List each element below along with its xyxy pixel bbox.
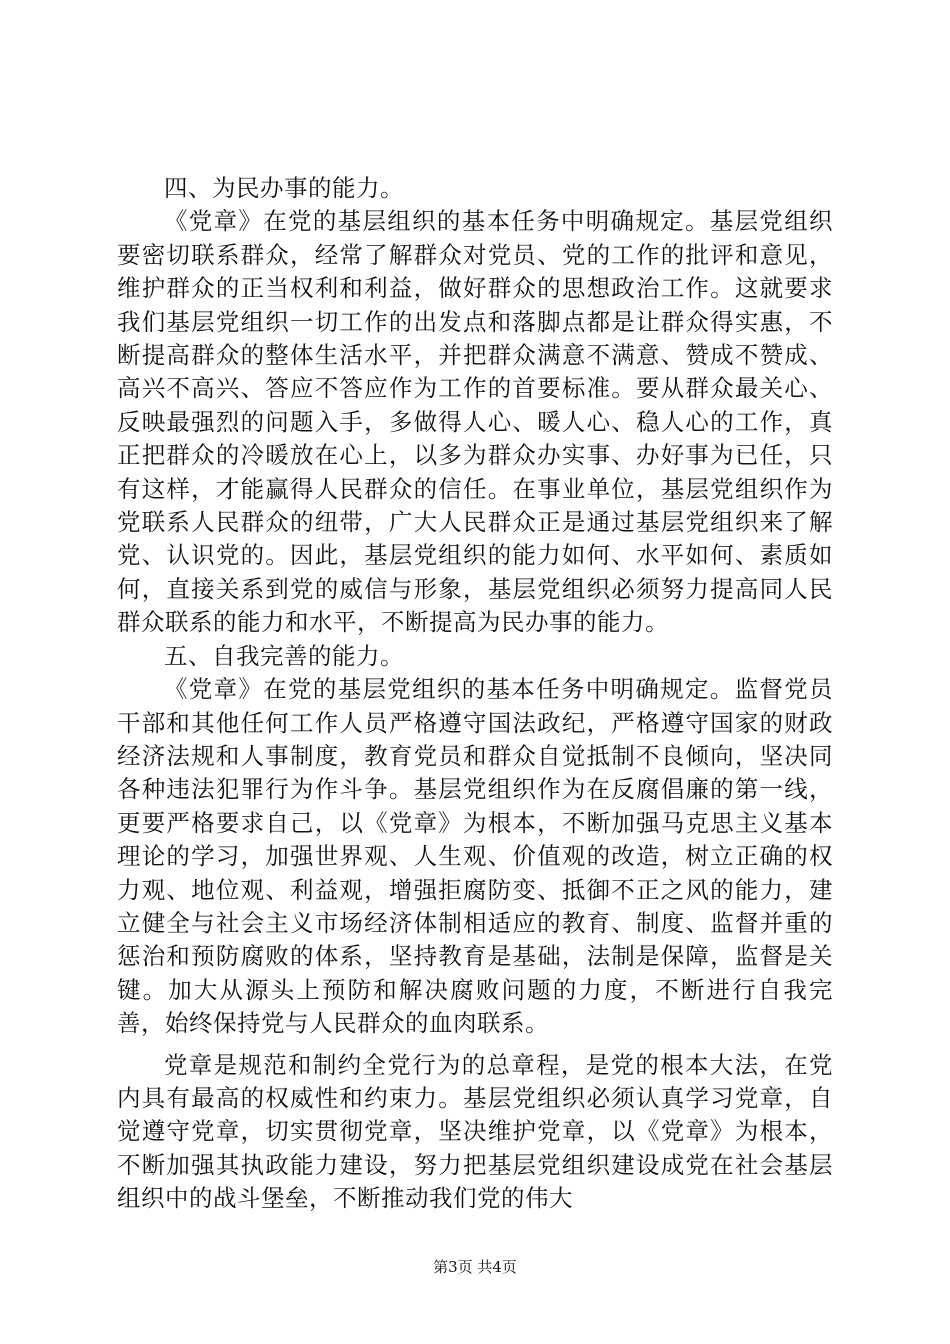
page-footer: 第3页 共4页 [433, 1258, 517, 1276]
section-heading-4: 四、为民办事的能力。 [164, 174, 404, 202]
paragraph-section-4: 《党章》在党的基层组织的基本任务中明确规定。基层党组织要密切联系群众，经常了解群众对党员、党的工作的批评和意见，维护群众的正当权利和利益，做好群众的思想政治工作。这就要求我们基层党组织一切工作的出发点和落脚点都是让群众得实惠，不断提高群众的整体生活水平，并把群众满意不满意、赞成不赞成、高兴不高兴、答应不答应作为工作的首要标准。要从群众最关心、反映最强烈的问题入手，多做得人心、暖人心、稳人心的工作，真正把群众的冷暖放在心上，以多为群众办实事、办好事为已任，只有这样，才能赢得人民群众的信任。在事业单位，基层党组织作为党联系人民群众的纽带，广大人民群众正是通过基层党组织来了解党、认识党的。因此，基层党组织的能力如何、水平如何、素质如何，直接关系到党的威信与形象，基层党组织必须努力提高同人民群众联系的能力和水平，不断提高为民办事的能力。 [117, 207, 833, 637]
paragraph-section-5: 《党章》在党的基层党组织的基本任务中明确规定。监督党员干部和其他任何工作人员严格遵守国法政纪，严格遵守国家的财政经济法规和人事制度，教育党员和群众自觉抵制不良倾向，坚决同各种违法犯罪行为作斗争。基层党组织作为在反腐倡廉的第一线，更要严格要求自己，以《党章》为根本，不断加强马克思主义基本理论的学习，加强世界观、人生观、价值观的改造，树立正确的权力观、地位观、利益观，增强拒腐防变、抵御不正之风的能力，建立健全与社会主义市场经济体制相适应的教育、制度、监督并重的惩治和预防腐败的体系，坚持教育是基础，法制是保障，监督是关键。加大从源头上预防和解决腐败问题的力度，不断进行自我完善，始终保持党与人民群众的血肉联系。 [117, 675, 833, 1038]
document-body [117, 172, 833, 1216]
paragraph-conclusion: 党章是规范和制约全党行为的总章程，是党的根本大法，在党内具有最高的权威性和约束力。基层党组织必须认真学习党章，自觉遵守党章，切实贯彻党章，坚决维护党章，以《党章》为根本，不断加强其执政能力建设，努力把基层党组织建设成党在社会基层组织中的战斗堡垒，不断推动我们党的伟大 [117, 1050, 833, 1213]
section-heading-5: 五、自我完善的能力。 [164, 641, 404, 670]
